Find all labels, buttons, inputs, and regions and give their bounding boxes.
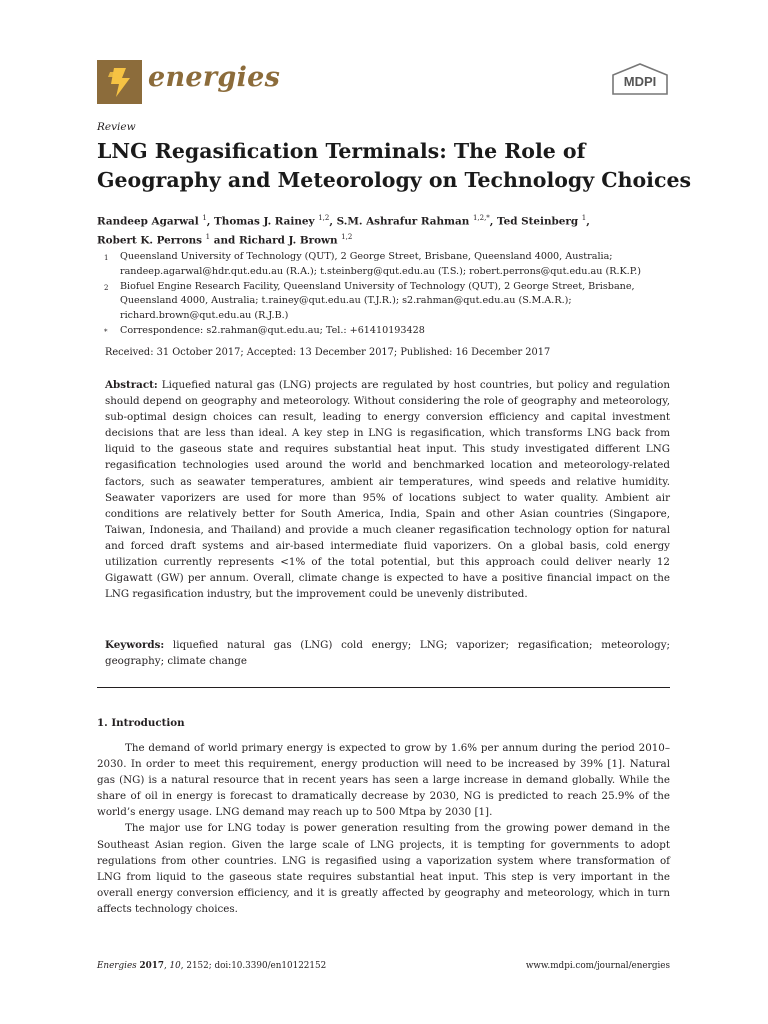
affiliation-text: Biofuel Engine Research Facility, Queensland University of Technology (QUT), 2 George Street, Brisbane,	[120, 280, 635, 292]
journal-name: energies	[148, 62, 281, 93]
title-line-2: Geography and Meteorology on Technology Choices	[97, 168, 692, 192]
author-name: Thomas J. Rainey	[214, 215, 315, 228]
footer-volume: 10	[169, 961, 181, 971]
mdpi-logo	[610, 63, 670, 95]
author-affiliation-mark: 1,2	[318, 214, 330, 222]
article-type: Review	[97, 121, 136, 133]
author-name: Robert K. Perrons	[97, 234, 203, 247]
keywords-text: liquefied natural gas (LNG) cold energy; LNG; vaporizer; regasification; meteorology; geography; climate change	[105, 639, 670, 668]
author-name: S.M. Ashrafur Rahman	[336, 215, 470, 228]
abstract-text: Liquefied natural gas (LNG) projects are regulated by host countries, but policy and regulation should depend on geography and meteorology. Without considering the role of geography and meteorology, sub-optimal design choices can result, leading to energy conversion efficiency and capital investment decisions that are less than ideal. A key step in LNG is regasification, which transforms LNG back from liquid to the gaseous state and requires substantial heat input. This study investigated different LNG regasification technologies used around the world and benchmarked location and meteorology-related factors, such as seawater temperatures, ambient air temperatures, wind speeds and relative humidity. Seawater vaporizers are used for more than 95% of locations subject to water quality. Ambient air conditions are relatively better for South America, India, Spain and other Asian countries (Singapore, Taiwan, Indonesia, and Thailand) and provide a much cleaner regasification technology option for natural and forced draft systems and air-based intermediate fluid vaporizers. On a global basis, cold energy utilization currently represents <1% of the total potential, but this approach could deliver nearly 12 Gigawatt (GW) per annum. Overall, climate change is expected to have a positive financial impact on the LNG regasification industry, but the improvement could be unevenly distributed.	[105, 379, 670, 601]
affiliation-text: Queensland University of Technology (QUT), 2 George Street, Brisbane, Queensland 4000, Australia;	[120, 251, 613, 262]
author-affiliation-mark: 1,2	[341, 233, 353, 242]
affiliation-emails: richard.brown@qut.edu.au (R.J.B.)	[120, 310, 289, 322]
paragraph: The major use for LNG today is power generation resulting from the growing power demand in the Southeast Asian region. Given the large scale of LNG projects, it is tempting for governments to adopt regulations from other countries. LNG is regasified using a vaporization system where transformation of LNG from liquid to the gaseous state requires substantial heat input. This step is very important in the overall energy conversion efficiency, and it is greatly affected by geography and meteorology, which in turn affects technology choices.	[97, 822, 670, 915]
author-affiliation-mark: 1	[205, 233, 211, 242]
correspondence	[104, 324, 674, 340]
author-name: Ted Steinberg	[497, 215, 579, 228]
correspondence-mark: *	[104, 327, 108, 336]
affiliation-1	[104, 250, 674, 280]
lightning-bolt-icon	[97, 60, 142, 104]
publisher-name: MDPI	[623, 74, 657, 89]
title-line-1: LNG Regasification Terminals: The Role of	[97, 139, 586, 163]
section-heading: 1. Introduction	[97, 717, 185, 729]
journal-logo	[97, 60, 142, 104]
section-divider	[97, 687, 670, 688]
affiliations	[104, 250, 674, 340]
affiliation-emails: Queensland 4000, Australia; t.rainey@qut.edu.au (T.J.R.); s2.rahman@qut.edu.au (S.M.A.R.);	[120, 295, 572, 307]
introduction-body	[97, 740, 670, 917]
citation-footer: Energies 2017, 10, 2152; doi:10.3390/en10122152	[97, 961, 327, 971]
affiliation-mark: 1	[104, 254, 109, 262]
author-affiliation-mark: 1	[202, 214, 207, 222]
author-affiliation-mark: 1,2,*	[472, 214, 490, 222]
mdpi-logo-icon	[610, 63, 670, 95]
author-name: Randeep Agarwal	[97, 215, 199, 228]
abstract-label: Abstract:	[105, 379, 158, 391]
abstract	[105, 377, 670, 602]
affiliation-mark: 2	[104, 283, 109, 292]
author-line-2	[97, 229, 672, 248]
author-list	[97, 210, 672, 249]
footer-journal: Energies	[97, 961, 137, 971]
author-line-1: Randeep Agarwal $^1$, Thomas J. Rainey $^{1,2}$, S.M. Ashrafur Rahman $^{1,2,*}$, Ted Steinberg $^1$,	[97, 214, 590, 228]
keywords	[105, 637, 670, 669]
journal-url-link[interactable]: www.mdpi.com/journal/energies	[525, 961, 670, 971]
paragraph: The demand of world primary energy is expected to grow by 1.6% per annum during the period 2010–2030. In order to meet this requirement, energy production will need to be increased by 39% [1]. Natural gas (NG) is a natural resource that in recent years has seen a large increase in demand globally. While the share of oil in energy is forecast to dramatically decrease by 2030, NG is predicted to reach 25.9% of the world’s energy usage. LNG demand may reach up to 500 Mtpa by 2030 [1].	[97, 742, 670, 819]
affiliation-2	[104, 280, 674, 324]
author-name: Richard J. Brown	[238, 234, 338, 247]
footer-year: 2017	[139, 961, 164, 971]
conjunction: and	[213, 234, 236, 247]
footer-doi: , 2152; doi:10.3390/en10122152	[180, 961, 327, 971]
correspondence-text: Correspondence: s2.rahman@qut.edu.au; Tel.: +61410193428	[120, 324, 425, 336]
publication-dates: Received: 31 October 2017; Accepted: 13 December 2017; Published: 16 December 2017	[105, 347, 551, 358]
keywords-label: Keywords:	[105, 639, 165, 651]
author-affiliation-mark: 1	[581, 214, 587, 222]
article-title	[97, 137, 697, 195]
affiliation-emails: randeep.agarwal@hdr.qut.edu.au (R.A.); t.steinberg@qut.edu.au (T.S.); robert.perrons@qut.edu.au (R.K.P.)	[120, 265, 642, 277]
